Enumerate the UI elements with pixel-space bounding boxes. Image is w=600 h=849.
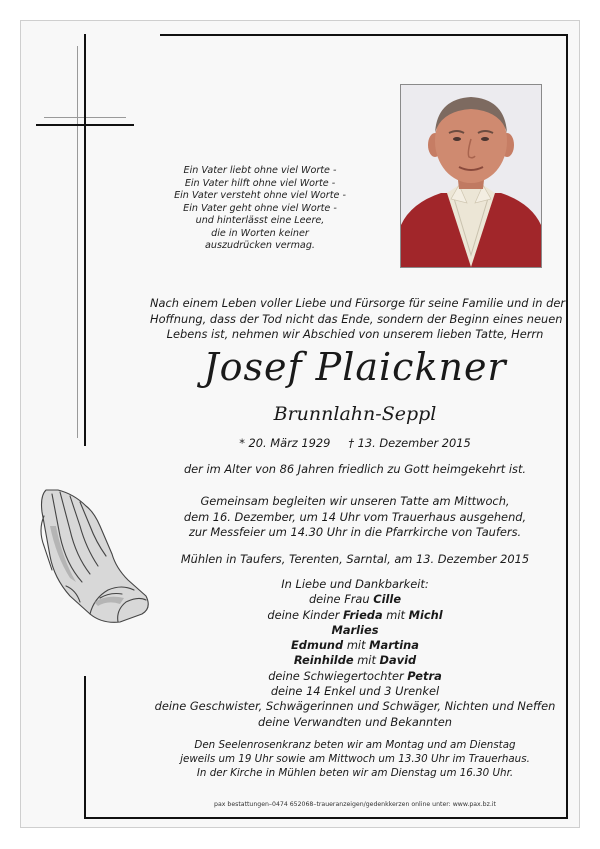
funeral-line: dem 16. Dezember, um 14 Uhr vom Trauerhaus ausgehend, — [183, 509, 527, 524]
poem-line: Ein Vater hilft ohne viel Worte - — [184, 177, 336, 189]
frame-top-line — [160, 34, 568, 36]
poem-line: und hinterlässt eine Leere, — [195, 215, 325, 226]
family-children: deine Kinder Frieda mit Michl — [267, 607, 443, 622]
intro-line: Lebens ist, nehmen wir Abschied von unserem lieben Tatte, Herrn — [166, 327, 544, 341]
poem-line: Ein Vater liebt ohne viel Worte - — [183, 165, 337, 176]
poem-line: Ein Vater geht ohne viel Worte - — [183, 202, 337, 214]
poem-line: auszudrücken vermag. — [205, 240, 315, 251]
funeral-line: zur Messfeier um 14.30 Uhr in die Pfarrkirche von Taufers. — [188, 525, 522, 539]
deceased-name: Josef Plaickner — [203, 345, 507, 389]
life-dates — [150, 436, 560, 450]
praying-hands-icon — [30, 486, 158, 628]
family-daughter-in-law: deine Schwiegertochter Petra — [268, 668, 442, 683]
poem-line: Ein Vater versteht ohne viel Worte - — [174, 190, 346, 201]
intro-line: Nach einem Leben voller Liebe und Fürsorge für seine Familie und in der — [150, 296, 566, 310]
family-child: Reinhilde mit David — [293, 653, 417, 668]
frame-bottom-line — [84, 817, 568, 819]
place-date: Mühlen in Taufers, Terenten, Sarntal, am 13. Dezember 2015 — [180, 552, 530, 566]
family-relatives: deine Verwandten und Bekannten — [258, 714, 452, 729]
rosary-line: In der Kirche in Mühlen beten wir am Dienstag um 16.30 Uhr. — [196, 766, 514, 779]
funeral-text — [150, 494, 560, 541]
footer-credit: pax bestattungen–0474 652068–traueranzeigen/gedenkkerzen online unter: www.pax.bz.it — [214, 801, 496, 808]
rosary-line: Den Seelenrosenkranz beten wir am Montag und am Dienstag — [194, 739, 516, 751]
family-list — [140, 577, 570, 730]
deceased-nickname: Brunnlahn-Seppl — [273, 403, 437, 425]
poem — [160, 165, 360, 253]
death-date: † 13. Dezember 2015 — [348, 436, 471, 450]
funeral-line: Gemeinsam begleiten wir unseren Tatte am Mittwoch, — [200, 494, 510, 508]
poem-line: die in Worten keiner — [211, 227, 309, 239]
family-wife: deine Frau Cille — [308, 592, 402, 607]
family-grandchildren: deine 14 Enkel und 3 Urenkel — [270, 684, 440, 699]
family-child: Marlies — [331, 622, 379, 637]
family-siblings: deine Geschwister, Schwägerinnen und Schwäger, Nichten und Neffen — [154, 699, 556, 714]
rosary-text — [150, 739, 560, 780]
family-heading: In Liebe und Dankbarkeit: — [281, 577, 429, 591]
age-text: der im Alter von 86 Jahren friedlich zu Gott heimgekehrt ist. — [183, 462, 527, 476]
family-child: Edmund mit Martina — [291, 638, 419, 653]
intro-text — [150, 296, 566, 343]
intro-line: Hoffnung, dass der Tod nicht das Ende, sondern der Beginn eines neuen — [150, 311, 563, 326]
frame-left-line — [84, 676, 86, 819]
rosary-line: jeweils um 19 Uhr sowie am Mittwoch um 13.30 Uhr im Trauerhaus. — [180, 752, 530, 765]
birth-date: * 20. März 1929 — [239, 436, 331, 450]
portrait-photo — [400, 84, 542, 268]
